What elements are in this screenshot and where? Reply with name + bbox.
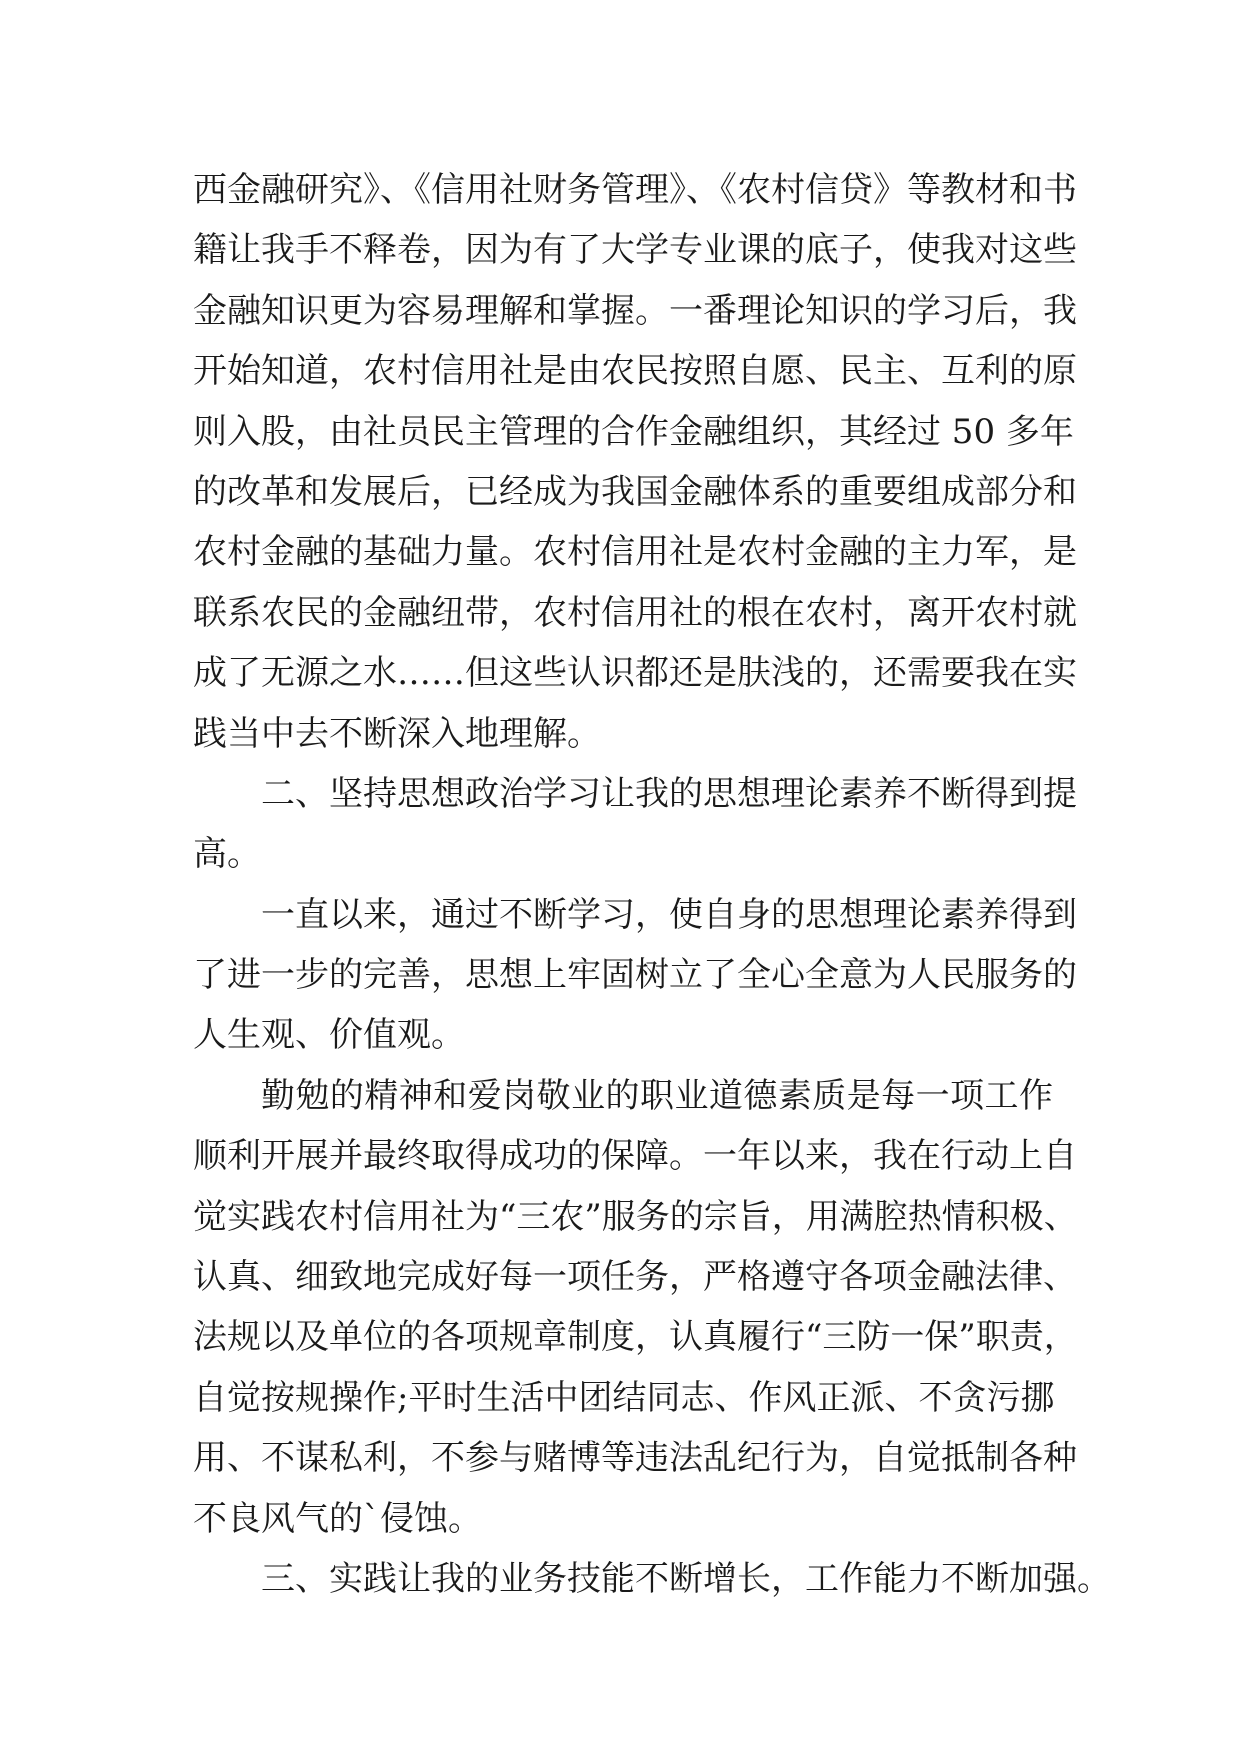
- text-line: 了进一步的完善，思想上牢固树立了全心全意为人民服务的: [193, 955, 1077, 996]
- paragraph-first-line: 勤勉的精神和爱岗敬业的职业道德素质是每一项工作: [261, 1075, 1053, 1116]
- text-line: 籍让我手不释卷，因为有了大学专业课的底子，使我对这些: [193, 230, 1077, 271]
- text-line: 西金融研究》、《信用社财务管理》、《农村信贷》等教材和书: [193, 170, 1077, 210]
- text-line: 践当中去不断深入地理解。: [193, 713, 601, 754]
- text-line: 认真、细致地完成好每一项任务，严格遵守各项金融法律、: [193, 1257, 1077, 1298]
- section-heading-line: 三、实践让我的业务技能不断增长，工作能力不断加强。: [261, 1558, 1111, 1599]
- section-heading-line: 二、坚持思想政治学习让我的思想理论素养不断得到提: [261, 773, 1077, 814]
- text-line: 金融知识更为容易理解和掌握。一番理论知识的学习后，我: [193, 290, 1077, 331]
- text-line: 不良风气的`侵蚀。: [193, 1498, 482, 1539]
- text-line: 法规以及单位的各项规章制度，认真履行“三防一保”职责，: [193, 1317, 1078, 1358]
- text-line: 则入股，由社员民主管理的合作金融组织，其经过 50 多年: [193, 411, 1074, 452]
- section-heading-line: 高。: [193, 834, 261, 875]
- text-line: 自觉按规操作;平时生活中团结同志、作风正派、不贪污挪: [193, 1377, 1055, 1418]
- text-line: 觉实践农村信用社为“三农”服务的宗旨，用满腔热情积极、: [193, 1196, 1078, 1237]
- text-line: 的改革和发展后，已经成为我国金融体系的重要组成部分和: [193, 471, 1077, 512]
- paragraph-first-line: 一直以来，通过不断学习，使自身的思想理论素养得到: [261, 894, 1077, 935]
- text-line: 人生观、价值观。: [193, 1015, 465, 1056]
- text-line: 农村金融的基础力量。农村信用社是农村金融的主力军，是: [193, 532, 1077, 573]
- text-line: 用、不谋私利，不参与赌博等违法乱纪行为，自觉抵制各种: [193, 1438, 1077, 1479]
- text-line: 开始知道，农村信用社是由农民按照自愿、民主、互利的原: [193, 351, 1077, 392]
- document-body: [193, 160, 1111, 1609]
- text-line: 联系农民的金融纽带，农村信用社的根在农村，离开农村就: [193, 592, 1077, 633]
- text-line: 成了无源之水……但这些认识都还是肤浅的，还需要我在实: [193, 653, 1077, 694]
- text-line: 顺利开展并最终取得成功的保障。一年以来，我在行动上自: [193, 1136, 1077, 1177]
